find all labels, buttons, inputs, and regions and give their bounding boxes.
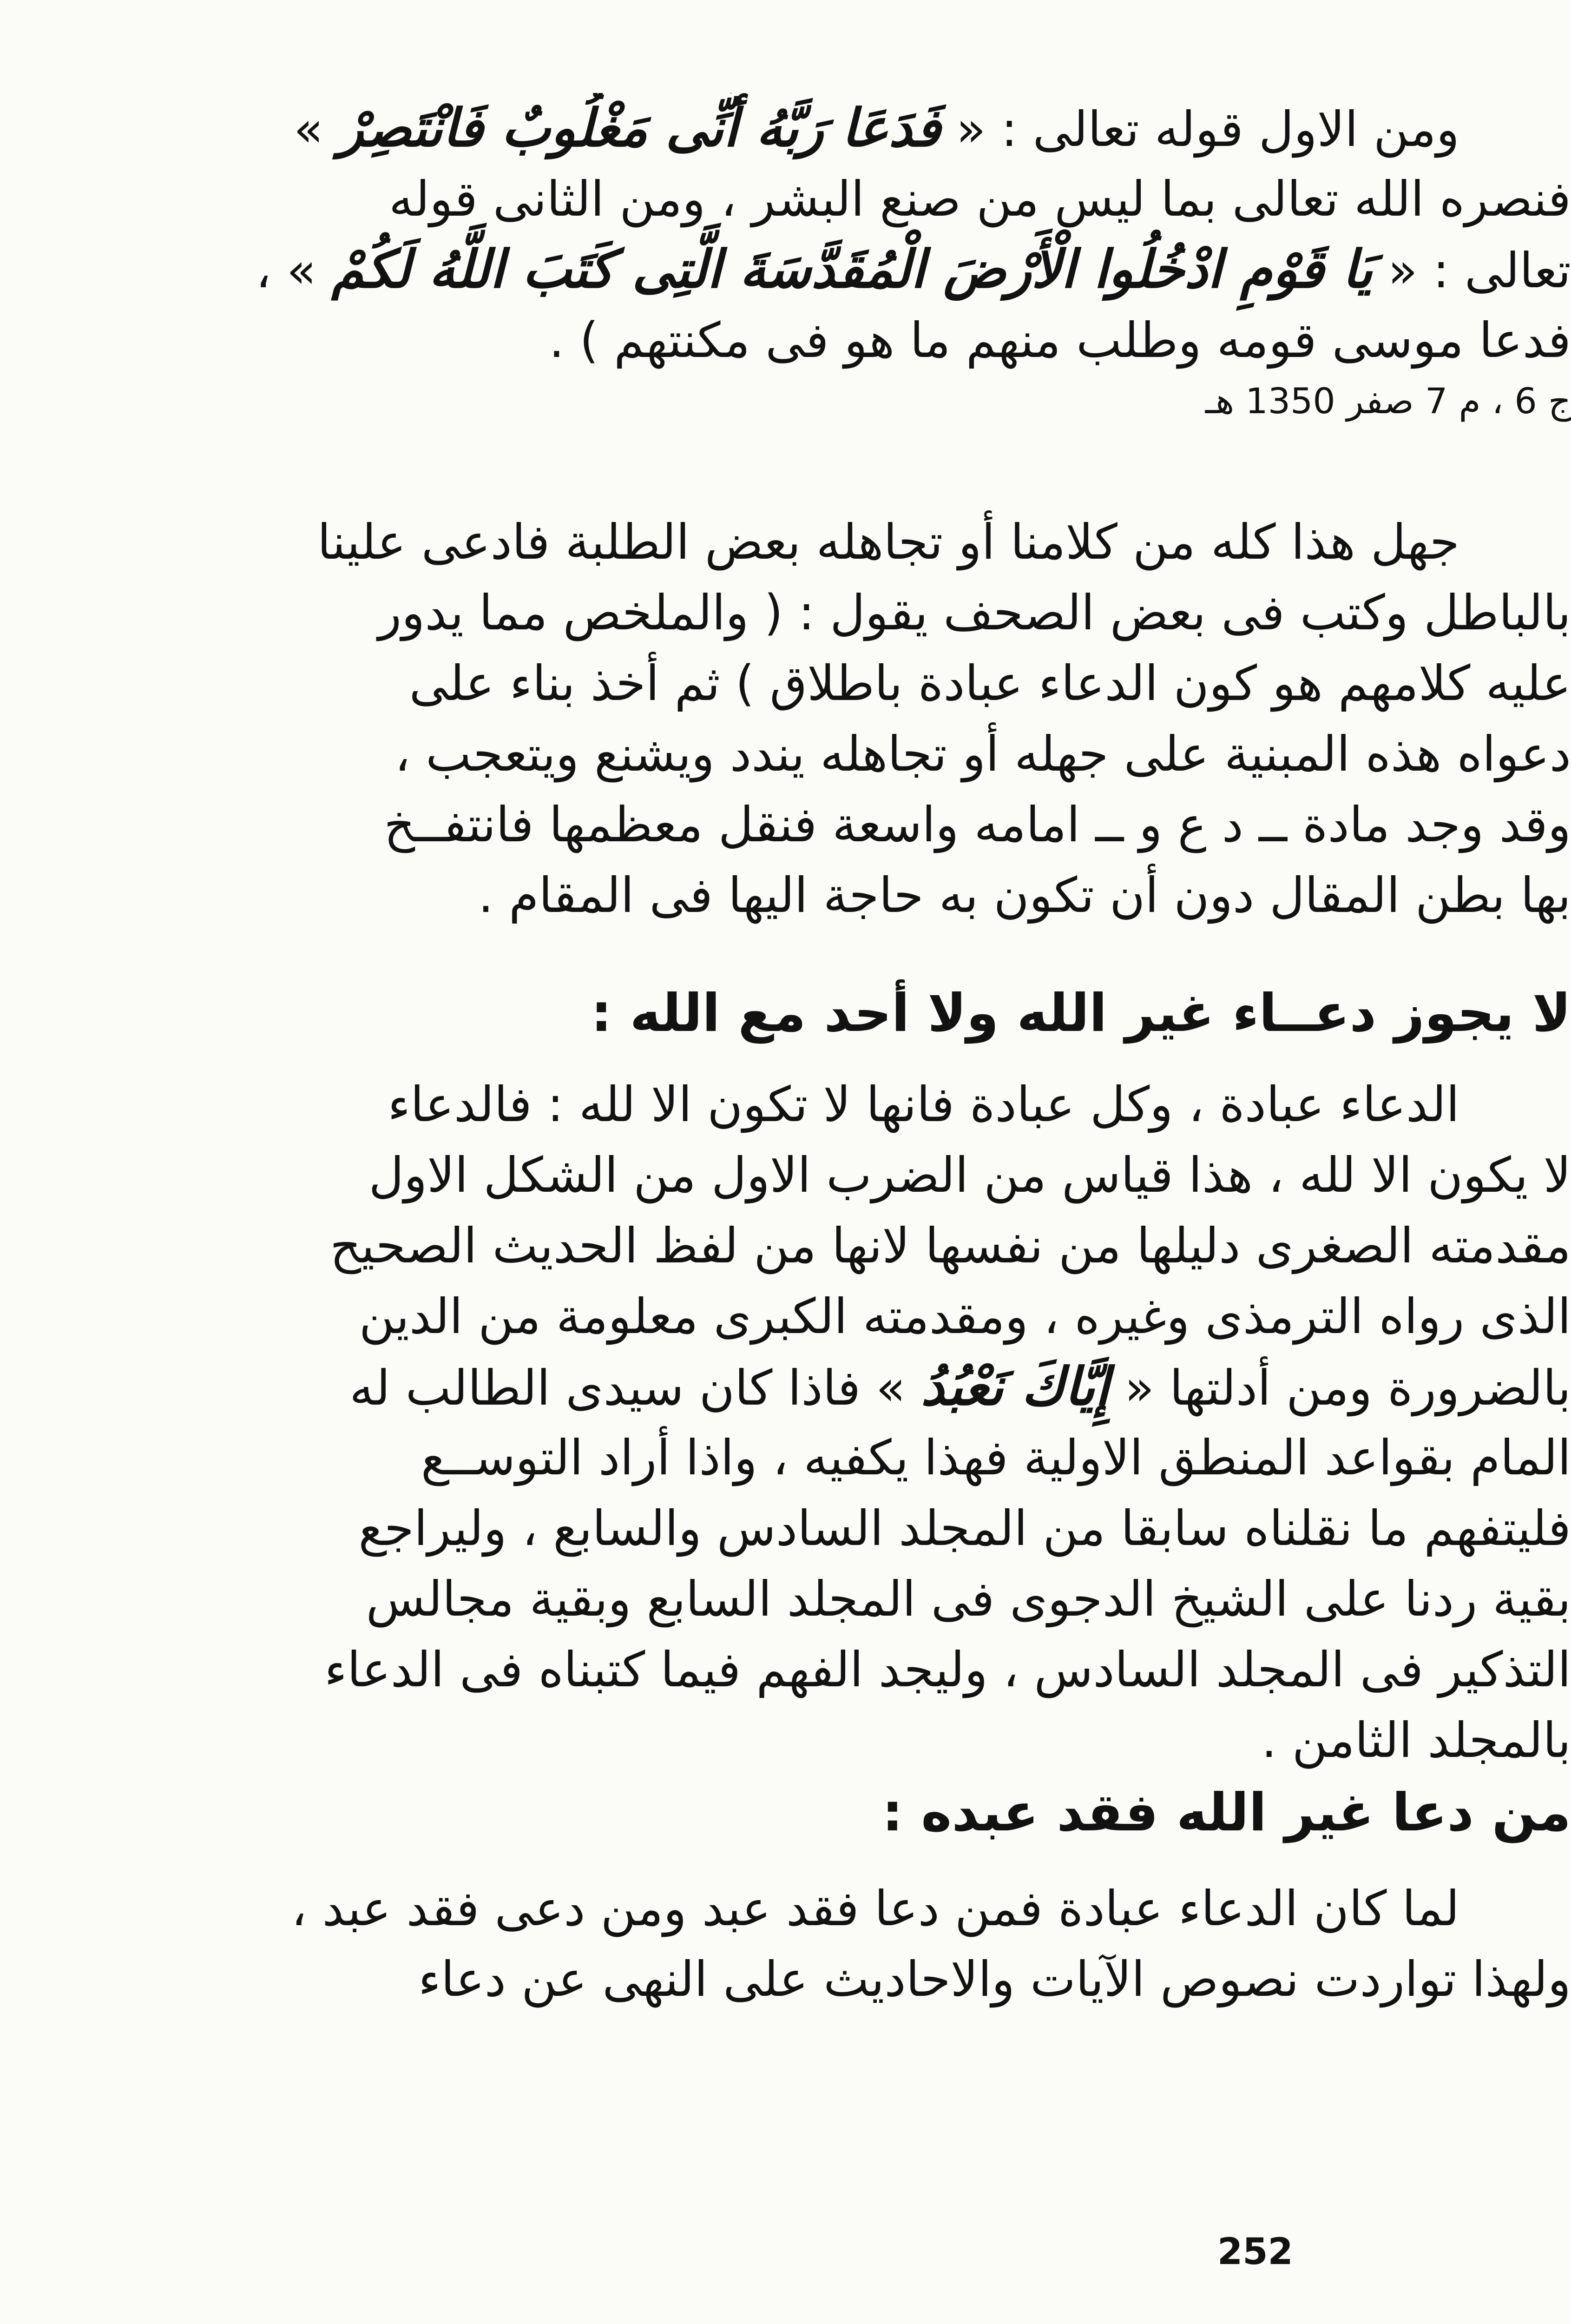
section-heading-2 <box>0 1771 1571 1855</box>
text-line: التذكير فى المجلد السادس ، وليجد الفهم فيما كتبناه فى الدعاء <box>324 1641 1571 1698</box>
paragraph-syllogism <box>0 1069 1571 1776</box>
text-line: فليتفهم ما نقلناه سابقا من المجلد السادس والسابع ، وليراجع <box>358 1500 1571 1557</box>
text-line: الذى رواه الترمذى وغيره ، ومقدمته الكبرى معلومة من الدين <box>359 1288 1571 1345</box>
text-line: وقد وجد مادة ــ د ع و ــ امامه واسعة فنقل معظمها فانتفــخ <box>384 796 1571 853</box>
text-line: بالمجلد الثامن . <box>1261 1712 1571 1769</box>
text-line: جهل هذا كله من كلامنا أو تجاهله بعض الطلبة فادعى علينا <box>317 514 1459 570</box>
line-text: بالضرورة ومن أدلتها « <box>1109 1360 1571 1416</box>
text-line: مقدمته الصغرى دليلها من نفسها لانها من لفظ الحديث الصحيح <box>330 1217 1571 1274</box>
page-number: 252 <box>1217 2231 1293 2273</box>
text-line: فدعا موسى قومه وطلب منهم ما هو فى مكنتهم ) . <box>549 312 1571 369</box>
text-line <box>0 234 1571 305</box>
line-text: » <box>293 101 339 158</box>
text-line: عليه كلامهم هو كون الدعاء عبادة باطلاق ) ثم أخذ بناء على <box>409 655 1571 712</box>
paragraph-refutation <box>0 507 1571 931</box>
heading-text: من دعا غير الله فقد عبده : <box>882 1783 1571 1843</box>
text-line: لا يكون الا لله ، هذا قياس من الضرب الاول من الشكل الاول <box>368 1147 1571 1203</box>
text-line: الدعاء عبادة ، وكل عبادة فانها لا تكون الا لله : فالدعاء <box>388 1076 1459 1133</box>
quran-verse: إِيَّاكَ نَعْبُدُ <box>920 1357 1110 1417</box>
text-line: دعواه هذه المبنية على جهله أو تجاهله يندد ويشنع ويتعجب ، <box>394 726 1571 782</box>
paragraph-closing <box>0 1873 1571 2014</box>
text-line: بالباطل وكتب فى بعض الصحف يقول : ( والملخص مما يدور <box>378 584 1571 641</box>
line-text: ومن الاول قوله تعالى : « <box>940 101 1459 158</box>
text-line: ولهذا تواردت نصوص الآيات والاحاديث على النهى عن دعاء <box>418 1951 1571 2007</box>
quran-verse: يَا قَوْمِ ادْخُلُوا الْأَرْضَ الْمُقَدَّسَةَ الَّتِى كَتَبَ اللَّهُ لَكُمْ <box>331 239 1373 300</box>
line-text: تعالى : « <box>1372 242 1571 299</box>
paragraph-opening <box>0 93 1571 427</box>
citation: ج 6 ، م 7 صفر 1350 هـ <box>1205 380 1571 422</box>
section-heading-1 <box>0 971 1571 1055</box>
text-line: المام بقواعد المنطق الاولية فهذا يكفيه ، واذا أراد التوســع <box>421 1429 1571 1486</box>
quran-verse: فَدَعَا رَبَّهُ أَنِّى مَغْلُوبٌ فَانْتَصِرْ <box>338 98 941 158</box>
text-line <box>0 93 1571 164</box>
heading-text: لا يجوز دعــاء غير الله ولا أحد مع الله : <box>591 983 1571 1043</box>
line-text: » ، <box>256 242 332 299</box>
text-line: بقية ردنا على الشيخ الدجوى فى المجلد السابع وبقية مجالس <box>366 1571 1571 1627</box>
text-line: لما كان الدعاء عبادة فمن دعا فقد عبد ومن دعى فقد عبد ، <box>291 1880 1459 1937</box>
text-line: فنصره الله تعالى بما ليس من صنع البشر ، ومن الثانى قوله <box>388 171 1571 227</box>
text-line: بها بطن المقال دون أن تكون به حاجة اليها فى المقام . <box>478 867 1571 924</box>
line-text: » فاذا كان سيدى الطالب له <box>349 1360 921 1416</box>
text-line <box>0 1352 1571 1422</box>
